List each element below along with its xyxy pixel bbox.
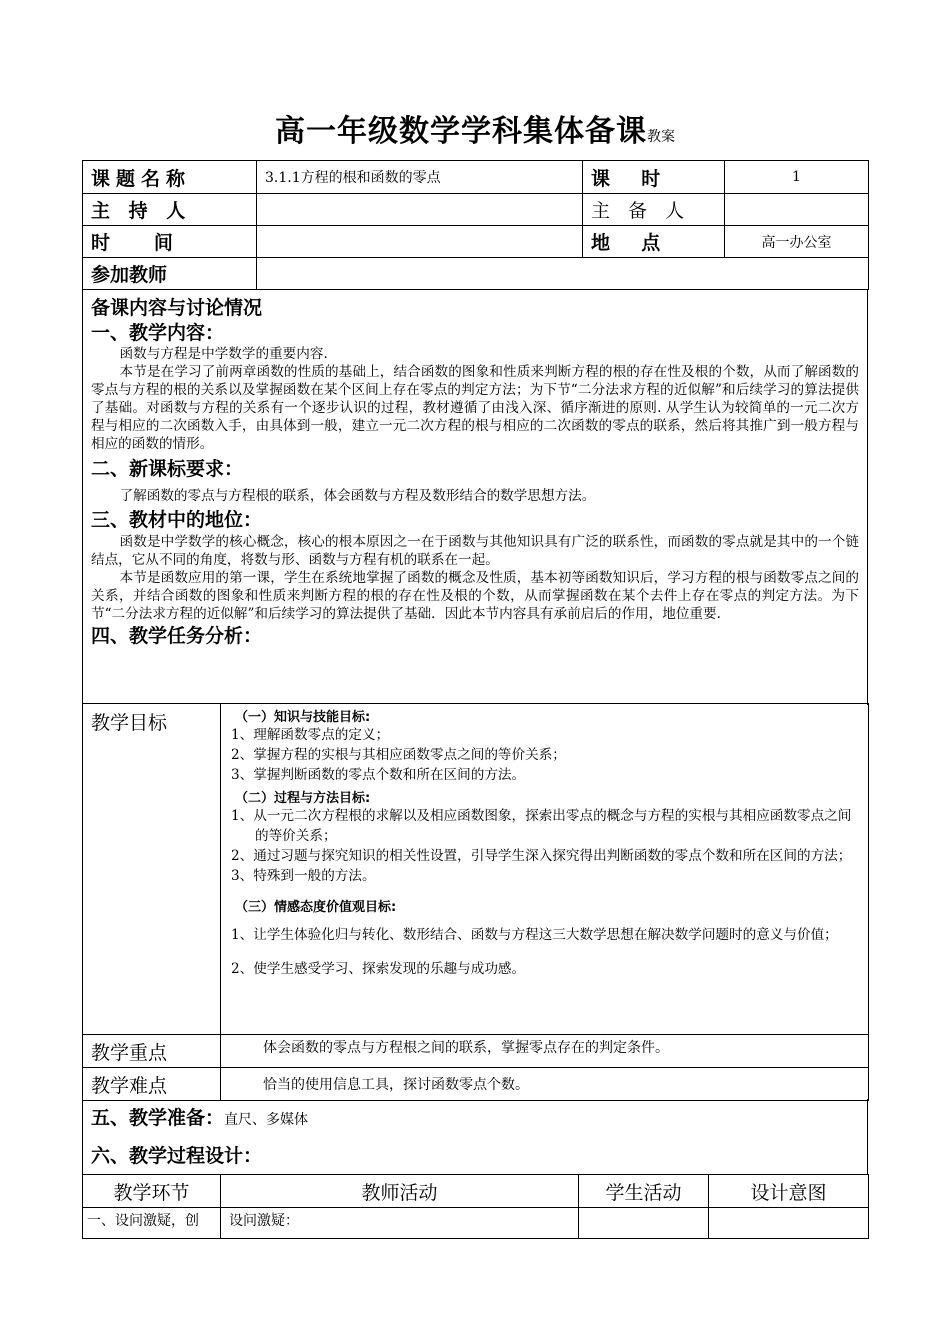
key-points-label: 教学重点 — [83, 1035, 221, 1068]
period-label: 课 时 — [583, 161, 725, 194]
process-col-student: 学生活动 — [579, 1175, 709, 1208]
goals-content — [221, 704, 869, 1035]
process-row1-teacher: 设问激疑： — [221, 1208, 579, 1239]
time-label: 时 间 — [83, 226, 257, 258]
section3-paragraph2: 本节是函数应用的第一课，学生在系统地掌握了函数的概念及性质，基本初等函数知识后，学习方程的根与函数零点之间的关系，并结合函数的图象和性质来判断方程的根的存在性及根的个数，从而掌握函数在某个去件上存在零点的判定方法。为下节“二分法求方程的近似解”和后续学习的算法提供了基础．因此本节内容具有承前启后的作用，地位重要. — [91, 570, 859, 622]
prep-title: 五、教学准备： — [91, 1107, 225, 1129]
time-value — [257, 226, 583, 258]
goals-process-item: 1、从一元二次方程根的求解以及相应函数图象，探索出零点的概念与方程的实根与其相应函数零点之间的等价关系； — [231, 808, 852, 844]
goals-attitude-title: （三）情感态度价值观目标: — [235, 900, 397, 915]
process-row1-student — [579, 1208, 709, 1239]
key-points-value: 体会函数的零点与方程根之间的联系，掌握零点存在的判定条件。 — [221, 1035, 869, 1068]
goals-knowledge-item: 2、掌握方程的实根与其相应函数零点之间的等价关系； — [231, 747, 566, 763]
goals-knowledge-title: （一）知识与技能目标: — [235, 710, 371, 725]
topic-value: 3.1.1方程的根和函数的零点 — [257, 161, 583, 194]
title-main: 高一年级数学学科集体备课 — [275, 114, 647, 149]
section3-paragraph1: 函数是中学数学的核心概念，核心的根本原因之一在于函数与其他知识具有广泛的联系性，而函数的零点就是其中的一个链结点，它从不同的角度，将数与形、函数与方程有机的联系在一起。 — [91, 534, 859, 568]
goals-label: 教学目标 — [83, 704, 221, 1035]
goals-process-title: （二）过程与方法目标: — [235, 791, 371, 806]
goals-knowledge-item: 3、掌握判断函数的零点个数和所在区间的方法。 — [231, 767, 526, 783]
place-value: 高一办公室 — [725, 226, 869, 258]
section3-title: 三、教材中的地位： — [91, 509, 263, 531]
content-section — [82, 289, 868, 705]
prep-value — [725, 194, 869, 226]
goals-process-item: 2、通过习题与探究知识的相关性设置，引导学生深入探究得出判断函数的零点个数和所在区间的方法； — [231, 848, 852, 864]
goals-knowledge-item: 1、理解函数零点的定义； — [231, 727, 390, 743]
section1-title: 一、教学内容： — [91, 322, 225, 344]
host-value — [257, 194, 583, 226]
goals-attitude-item: 1、让学生体验化归与转化、数形结合、函数与方程这三大数学思想在解决数学问题时的意义与价值； — [231, 927, 838, 943]
difficulties-value: 恰当的使用信息工具，探讨函数零点个数。 — [221, 1068, 869, 1101]
title-suffix: 教案 — [647, 129, 675, 145]
document-title — [0, 106, 950, 150]
goals-attitude-item: 2、使学生感受学习、探索发现的乐趣与成功感。 — [231, 961, 526, 977]
prep-value: 直尺、多媒体 — [224, 1112, 309, 1128]
teachers-value — [257, 258, 869, 290]
prep-line — [91, 1103, 859, 1135]
section1-paragraph2: 本节是在学习了前两章函数的性质的基础上，结合函数的图象和性质来判断方程的根的存在性及根的个数，从而了解函数的零点与方程的根的关系以及掌握函数在某个区间上存在零点的判定方法；为下节“二分法求方程的近似解”和后续学习的算法提供了基础。对函数与方程的关系有一个逐步认识的过程，教材遵循了由浅入深、循序渐进的原则. 从学生认为较简单的一元二次方程与相应的二次函数入手，由具体到一般，建立一元二次方程的根与相应的二次函数的零点的联系，然后将其推广到一般方程与相应的函数的情形。 — [91, 364, 859, 452]
process-table — [82, 1174, 869, 1239]
section1-paragraph1: 函数与方程是中学数学的重要内容. — [119, 346, 328, 362]
period-value: 1 — [725, 161, 869, 194]
goals-process-item: 3、特殊到一般的方法。 — [231, 868, 376, 884]
process-col-intent: 设计意图 — [709, 1175, 869, 1208]
prep-section — [82, 1099, 868, 1174]
content-heading: 备课内容与讨论情况 — [91, 297, 263, 319]
process-col-teacher: 教师活动 — [221, 1175, 579, 1208]
process-row1-stage: 一、设问激疑，创 — [83, 1208, 221, 1239]
place-label: 地 点 — [583, 226, 725, 258]
process-title: 六、教学过程设计： — [91, 1145, 263, 1167]
teachers-label: 参加教师 — [83, 258, 257, 290]
section2-title: 二、新课标要求： — [91, 458, 244, 480]
prep-label: 主 备 人 — [583, 194, 725, 226]
topic-label: 课题名称 — [83, 161, 257, 194]
info-table — [82, 160, 869, 290]
section2-paragraph1: 了解函数的零点与方程根的联系，体会函数与方程及数形结合的数学思想方法。 — [119, 488, 596, 504]
process-row1-intent — [709, 1208, 869, 1239]
section4-title: 四、教学任务分析： — [91, 625, 263, 647]
difficulties-label: 教学难点 — [83, 1068, 221, 1101]
host-label: 主 持 人 — [83, 194, 257, 226]
process-col-stage: 教学环节 — [83, 1175, 221, 1208]
task-analysis-table — [82, 703, 869, 1101]
